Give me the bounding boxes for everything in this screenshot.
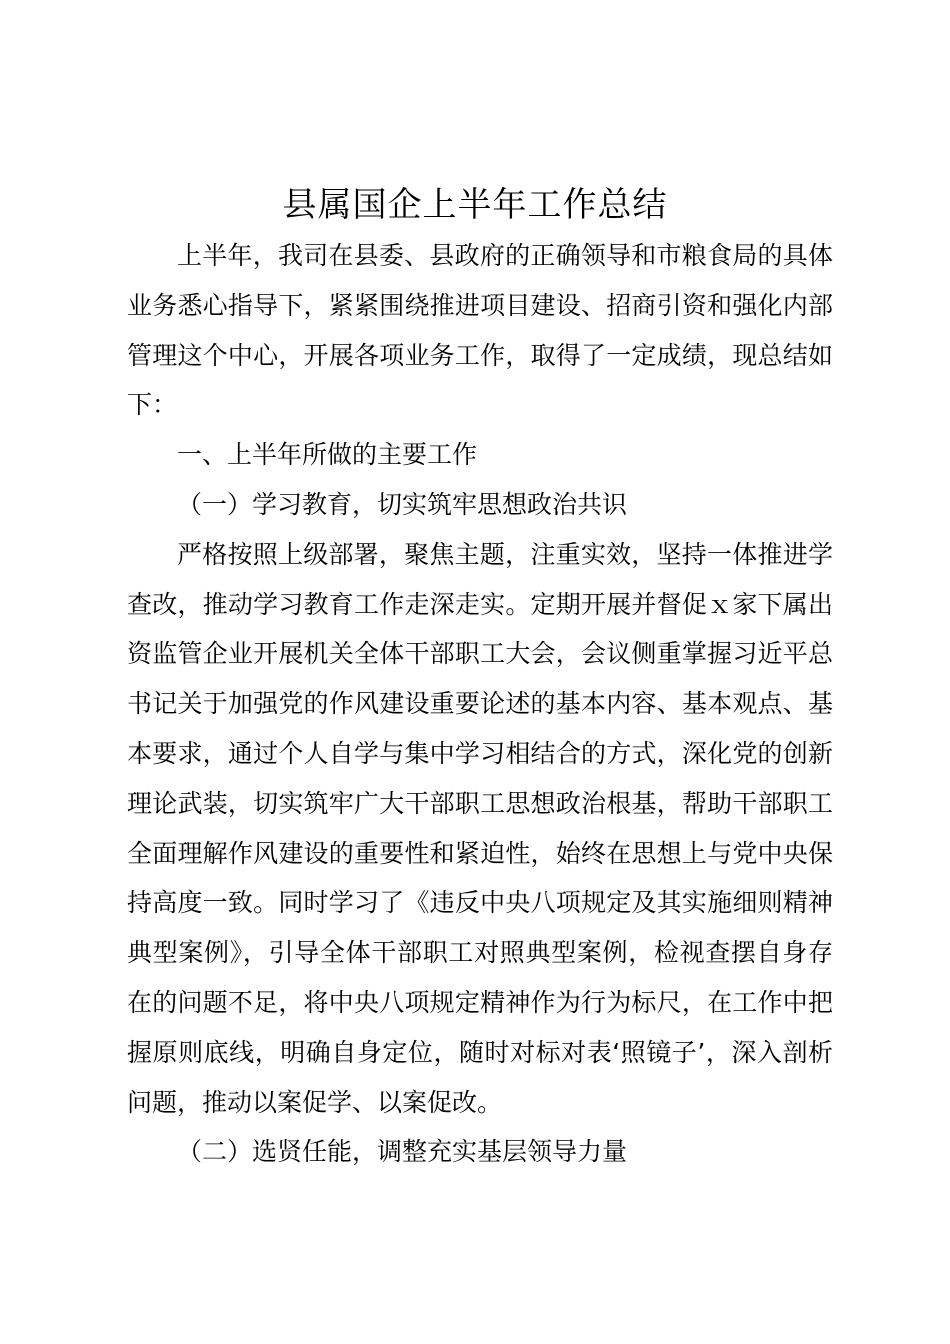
intro-paragraph: 上半年，我司在县委、县政府的正确领导和市粮食局的具体业务悉心指导下，紧紧围绕推进项目建设、招商引资和强化内部管理这个中心，开展各项业务工作，取得了一定成绩，现总结如下： xyxy=(127,241,833,420)
document-title: 县属国企上半年工作总结 xyxy=(282,185,668,225)
subsection-heading-1: （一）学习教育，切实筑牢思想政治共识 xyxy=(177,489,628,519)
section-heading-1: 一、上半年所做的主要工作 xyxy=(177,440,478,470)
study-education-paragraph: 严格按照上级部署，聚焦主题，注重实效，坚持一体推进学查改，推动学习教育工作走深走实。定期开展并督促ｘ家下属出资监管企业开展机关全体干部职工大会，会议侧重掌握习近平总书记关于加强党的作风建设重要论述的基本内容、基本观点、基本要求，通过个人自学与集中学习相结合的方式，深化党的创新理论武装，切实筑牢广大干部职工思想政治根基，帮助干部职工全面理解作风建设的重要性和紧迫性，始终在思想上与党中央保持高度一致。同时学习了《违反中央八项规定及其实施细则精神典型案例》，引导全体干部职工对照典型案例，检视查摆自身存在的问题不足，将中央八项规定精神作为行为标尺，在工作中把握原则底线，明确自身定位，随时对标对表‘照镜子’，深入剖析问题，推动以案促学、以案促改。 xyxy=(127,539,833,1117)
document-body xyxy=(127,231,833,1177)
subsection-heading-2: （二）选贤任能，调整充实基层领导力量 xyxy=(177,1137,628,1167)
